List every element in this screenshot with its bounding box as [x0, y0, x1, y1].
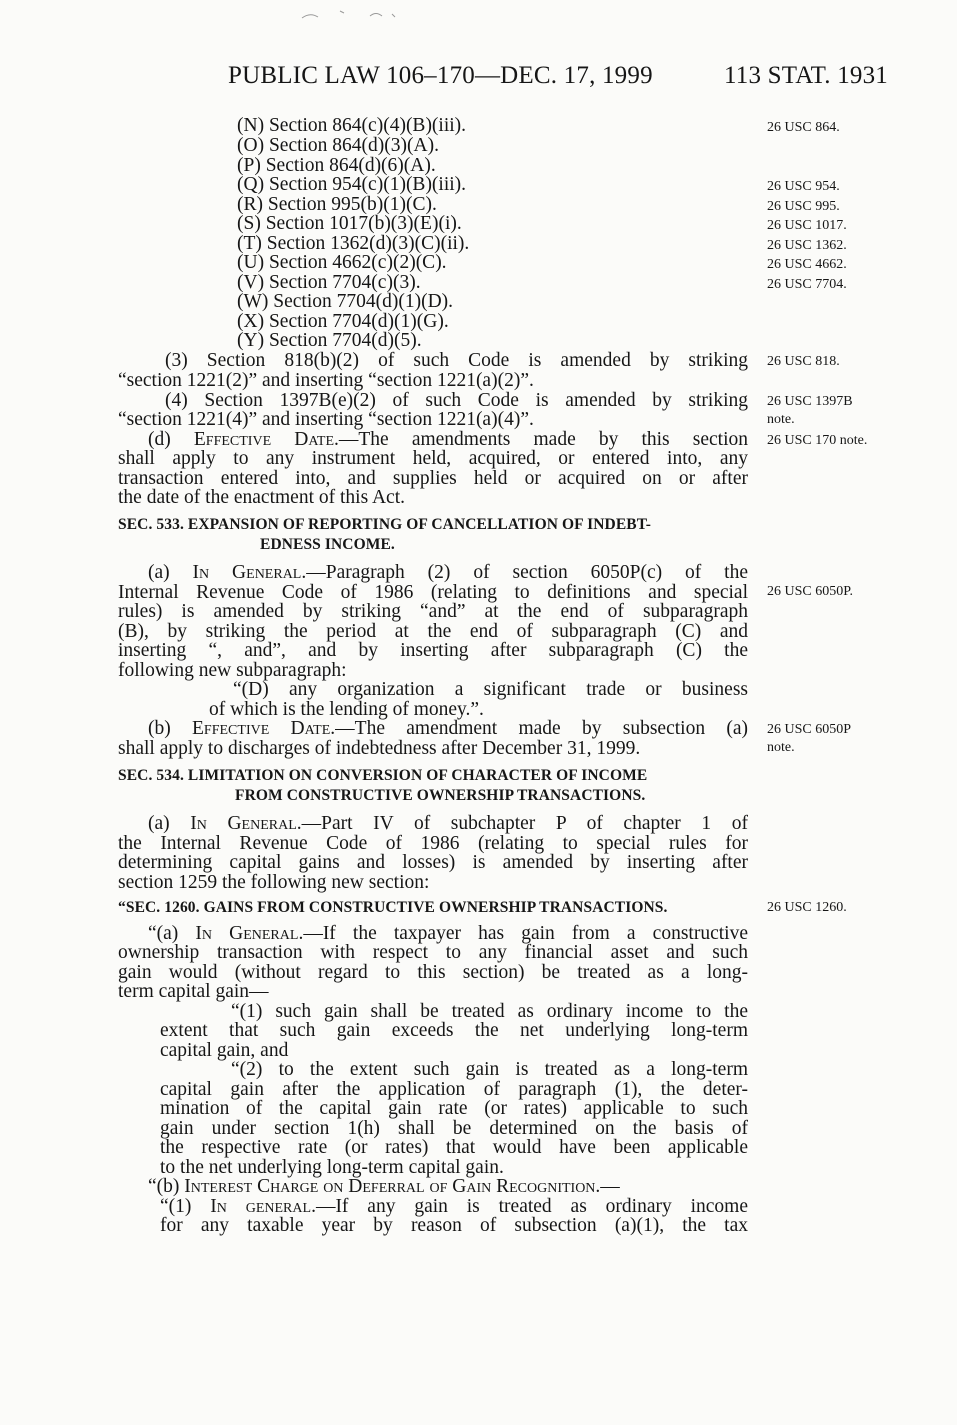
- section-533-b-heading: Effective Date: [192, 718, 331, 739]
- section-533-a-label: (a): [148, 562, 193, 583]
- scan-artifact: [300, 8, 420, 22]
- list-item: (O) Section 864(d)(3)(A).: [237, 135, 439, 156]
- section-534-a-first-rest: .—Part IV of subchapter P of chapter 1 of: [296, 813, 748, 834]
- list-item: (P) Section 864(d)(6)(A).: [237, 155, 436, 176]
- section-1260-b-rest: .—: [595, 1176, 620, 1197]
- margin-note: 26 USC 1362.: [767, 238, 847, 253]
- section-533-b-first-line: [148, 719, 748, 739]
- margin-note: 26 USC 864.: [767, 120, 840, 135]
- section-1260-b1-first-line: [160, 1197, 748, 1217]
- margin-note: 26 USC 7704.: [767, 277, 847, 292]
- section-533-a-heading: In General: [192, 562, 302, 583]
- list-item: (W) Section 7704(d)(1)(D).: [237, 291, 454, 312]
- section-1260-p2-line: mination of the capital gain rate (or rates) applicable to such: [160, 1098, 748, 1119]
- section-1260-b-heading: Interest Charge on Deferral of Gain Recognition: [184, 1176, 596, 1197]
- section-533-a-line: rules) is amended by striking “and” at the end of subparagraph: [118, 601, 748, 622]
- section-533-a-first-rest: .—Paragraph (2) of section 6050P(c) of the: [301, 562, 748, 583]
- section-1260-b-label: “(b): [148, 1176, 185, 1197]
- section-533-a-line: inserting “, and”, and by inserting after subparagraph (C) the: [118, 640, 748, 661]
- section-1260-a-first-line: [148, 924, 748, 944]
- section-534-a-first-line: [148, 814, 748, 834]
- section-1260-a-line: gain would (without regard to this section) be treated as a long-: [118, 962, 748, 983]
- section-1260-a-line: ownership transaction with respect to any financial asset and such: [118, 942, 748, 963]
- header-public-law: PUBLIC LAW 106–170—DEC. 17, 1999: [228, 62, 653, 89]
- list-item: (U) Section 4662(c)(2)(C).: [237, 252, 447, 273]
- header-stat-page: 113 STAT. 1931: [724, 62, 888, 89]
- list-item: (Y) Section 7704(d)(5).: [237, 330, 422, 351]
- section-1260-p2-line: “(2) to the extent such gain is treated as a long-term: [231, 1059, 748, 1080]
- list-item: (S) Section 1017(b)(3)(E)(i).: [237, 213, 462, 234]
- section-1260-p1-line: capital gain, and: [160, 1040, 289, 1061]
- paragraph-d-line: shall apply to any instrument held, acquired, or entered into, any: [118, 448, 748, 469]
- section-1260-b1-first-rest: .—If any gain is treated as ordinary income: [311, 1196, 748, 1217]
- list-item: (V) Section 7704(c)(3).: [237, 272, 421, 293]
- page-header: [118, 62, 888, 102]
- section-1260-p2-line: the respective rate (or rates) that would have been applicable: [160, 1137, 748, 1158]
- paragraph-d-line: transaction entered into, and supplies held or acquired on or after: [118, 468, 748, 489]
- list-item: (R) Section 995(b)(1)(C).: [237, 194, 437, 215]
- margin-note: 26 USC 6050P.: [767, 584, 853, 599]
- margin-note: 26 USC 995.: [767, 199, 840, 214]
- margin-note: 26 USC 1260.: [767, 900, 847, 915]
- list-item: (N) Section 864(c)(4)(B)(iii).: [237, 115, 467, 136]
- paragraph-d-line: the date of the enactment of this Act.: [118, 487, 405, 508]
- list-item: (Q) Section 954(c)(1)(B)(iii).: [237, 174, 467, 195]
- paragraph-4-line: (4) Section 1397B(e)(2) of such Code is amended by striking: [165, 390, 748, 411]
- section-533-heading: EDNESS INCOME.: [260, 536, 395, 553]
- section-534-a-line: the Internal Revenue Code of 1986 (relating to special rules for: [118, 833, 748, 854]
- paragraph-3-line: (3) Section 818(b)(2) of such Code is amended by striking: [165, 350, 748, 371]
- section-1260-p2-line: capital gain after the application of paragraph (1), the deter-: [160, 1079, 748, 1100]
- paragraph-4-line: “section 1221(4)” and inserting “section 1221(a)(4)”.: [118, 409, 534, 430]
- section-534-heading: FROM CONSTRUCTIVE OWNERSHIP TRANSACTIONS.: [235, 787, 646, 804]
- paragraph-d-first-rest: .—The amendments made by this section: [334, 429, 748, 450]
- section-1260-p1-line: “(1) such gain shall be treated as ordinary income to the: [231, 1001, 748, 1022]
- paragraph-d-label: (d): [148, 429, 194, 450]
- section-533-quote-line: of which is the lending of money.”.: [209, 699, 484, 720]
- section-534-a-heading: In General: [190, 813, 297, 834]
- section-533-a-first-line: [148, 563, 748, 583]
- list-item: (T) Section 1362(d)(3)(C)(ii).: [237, 233, 470, 254]
- margin-note: note.: [767, 740, 795, 755]
- section-533-b-first-rest: .—The amendment made by subsection (a): [330, 718, 748, 739]
- section-1260-p2-line: gain under section 1(h) shall be determined on the basis of: [160, 1118, 748, 1139]
- margin-note: 26 USC 4662.: [767, 257, 847, 272]
- section-533-b-label: (b): [148, 718, 193, 739]
- section-533-a-line: Internal Revenue Code of 1986 (relating to definitions and special: [118, 582, 748, 603]
- section-533-b-line: shall apply to discharges of indebtedness after December 31, 1999.: [118, 738, 641, 759]
- section-1260-b1-heading: In general: [210, 1196, 312, 1217]
- margin-note: 26 USC 170 note.: [767, 433, 868, 448]
- section-1260-a-line: term capital gain—: [118, 981, 269, 1002]
- list-item: (X) Section 7704(d)(1)(G).: [237, 311, 449, 332]
- section-1260-heading: “SEC. 1260. GAINS FROM CONSTRUCTIVE OWNERSHIP TRANSACTIONS.: [118, 899, 668, 916]
- section-1260-b1-line: for any taxable year by reason of subsection (a)(1), the tax: [160, 1215, 748, 1236]
- margin-note: 26 USC 1397B: [767, 394, 853, 409]
- section-1260-b1-label: “(1): [160, 1196, 211, 1217]
- section-533-quote-line: “(D) any organization a significant trade or business: [233, 679, 748, 700]
- margin-note: 26 USC 818.: [767, 354, 840, 369]
- section-534-heading: SEC. 534. LIMITATION ON CONVERSION OF CHARACTER OF INCOME: [118, 767, 648, 784]
- section-533-heading: SEC. 533. EXPANSION OF REPORTING OF CANCELLATION OF INDEBT-: [118, 516, 651, 533]
- section-534-a-line: section 1259 the following new section:: [118, 872, 430, 893]
- paragraph-d-heading: Effective Date: [193, 429, 334, 450]
- section-1260-p1-line: extent that such gain exceeds the net underlying long-term: [160, 1020, 748, 1041]
- margin-note: 26 USC 6050P: [767, 722, 852, 737]
- section-534-a-label: (a): [148, 813, 191, 834]
- section-1260-p2-line: to the net underlying long-term capital gain.: [160, 1157, 504, 1178]
- margin-note: 26 USC 954.: [767, 179, 840, 194]
- section-1260-b-heading-line: [148, 1177, 778, 1197]
- margin-note: 26 USC 1017.: [767, 218, 847, 233]
- section-1260-a-first-rest: .—If the taxpayer has gain from a constructive: [298, 923, 748, 944]
- section-533-a-line: (B), by striking the period at the end of subparagraph (C) and: [118, 621, 748, 642]
- paragraph-3-line: “section 1221(2)” and inserting “section 1221(a)(2)”.: [118, 370, 534, 391]
- section-1260-a-heading: In General: [195, 923, 299, 944]
- margin-note: note.: [767, 412, 795, 427]
- section-534-a-line: determining capital gains and losses) is amended by inserting after: [118, 852, 748, 873]
- section-1260-a-label: “(a): [148, 923, 196, 944]
- paragraph-d-first-line: [148, 430, 748, 450]
- section-533-a-line: following new subparagraph:: [118, 660, 347, 681]
